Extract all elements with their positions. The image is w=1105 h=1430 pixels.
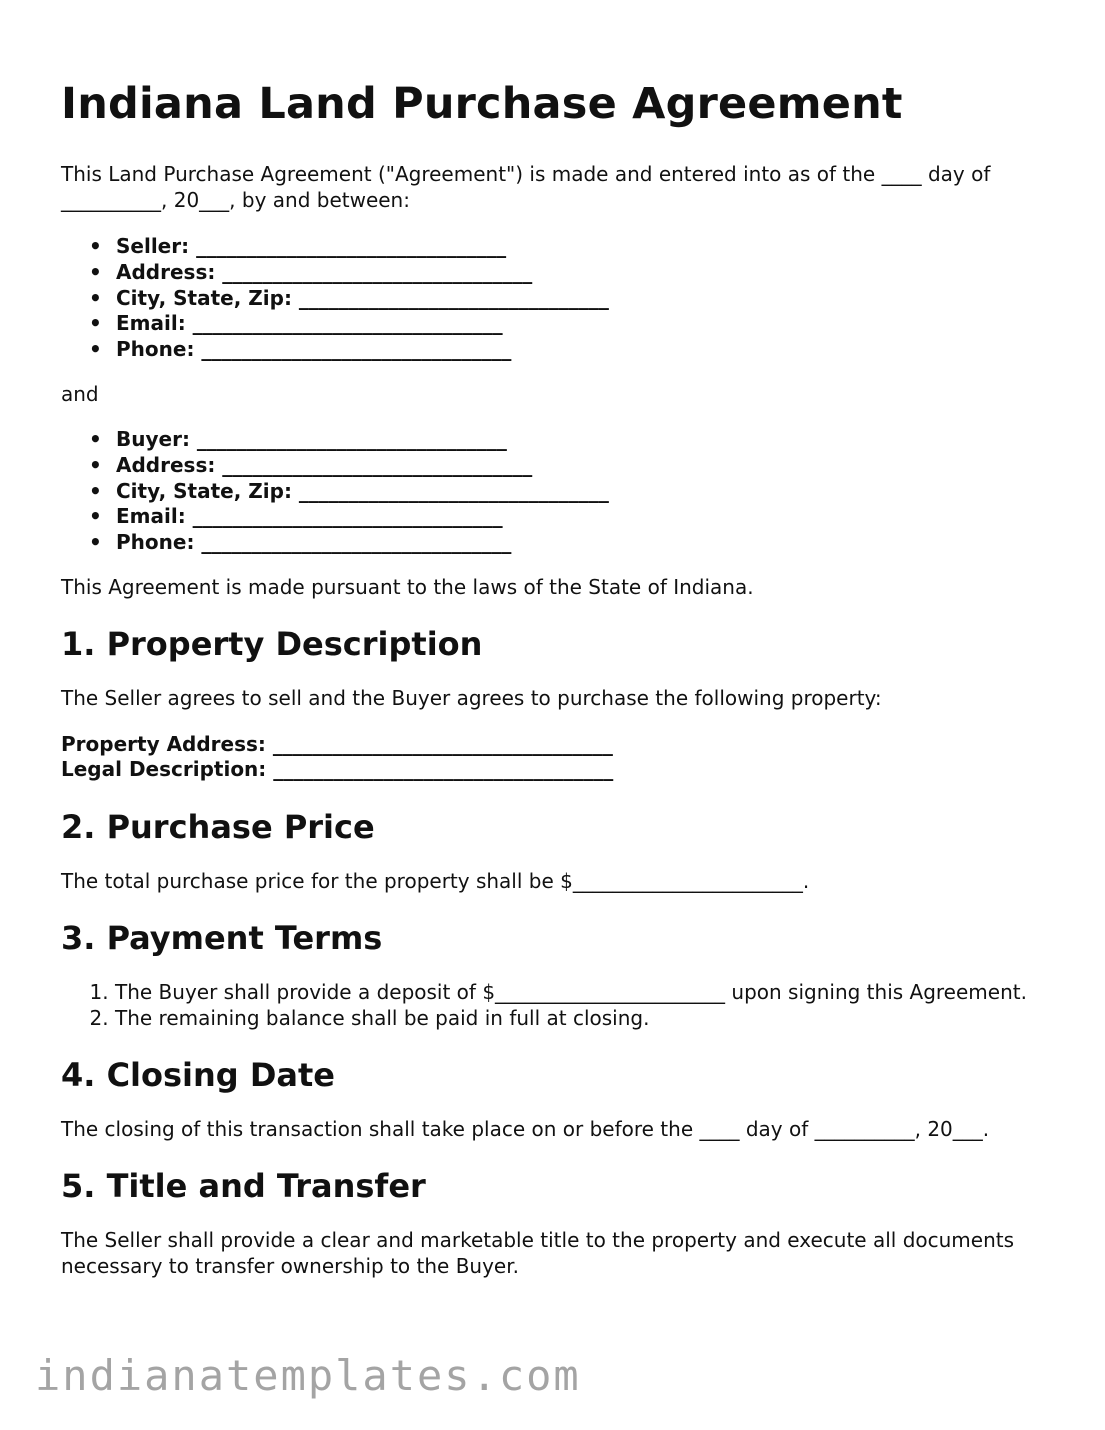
seller-city-state-zip-field: • City, State, Zip: _______________________________ [116, 286, 1051, 312]
payment-terms-list [61, 979, 1051, 1031]
seller-info-list [61, 234, 1051, 363]
governing-law-paragraph: This Agreement is made pursuant to the laws of the State of Indiana. [61, 574, 754, 599]
document-page [61, 78, 1051, 1300]
legal-description-field: Legal Description: __________________________________ [61, 757, 614, 782]
purchase-price-text: The total purchase price for the property shall be $_______________________. [61, 868, 810, 893]
buyer-address-field: • Address: _______________________________ [116, 453, 1051, 479]
payment-term-deposit: 1. The Buyer shall provide a deposit of $_______________________ upon signing this Agreement. [115, 979, 1051, 1005]
closing-date-text: The closing of this transaction shall take place on or before the ____ day of __________, 20___. [61, 1116, 990, 1141]
buyer-phone-field: • Phone: _______________________________ [116, 530, 1051, 556]
seller-email-field: • Email: _______________________________ [116, 311, 1051, 337]
purchase-price-heading: 2. Purchase Price [61, 807, 375, 846]
and-connector: and [61, 381, 99, 406]
seller-address-field: • Address: _______________________________ [116, 260, 1051, 286]
property-description-heading: 1. Property Description [61, 624, 483, 663]
site-watermark: indianatemplates.com [35, 1351, 581, 1400]
seller-name-field: • Seller: _______________________________ [116, 234, 1051, 260]
closing-date-heading: 4. Closing Date [61, 1055, 335, 1094]
title-transfer-heading: 5. Title and Transfer [61, 1166, 426, 1205]
property-description-text: The Seller agrees to sell and the Buyer agrees to purchase the following property: [61, 685, 882, 710]
property-fields [61, 732, 1051, 783]
buyer-info-list [61, 427, 1051, 556]
payment-terms-heading: 3. Payment Terms [61, 918, 383, 957]
seller-phone-field: • Phone: _______________________________ [116, 337, 1051, 363]
buyer-name-field: • Buyer: _______________________________ [116, 427, 1051, 453]
title-transfer-text: The Seller shall provide a clear and marketable title to the property and execute all documents necessary to transfer ownership to the Buyer. [61, 1227, 1015, 1278]
buyer-city-state-zip-field: • City, State, Zip: _______________________________ [116, 479, 1051, 505]
intro-paragraph: This Land Purchase Agreement ("Agreement") is made and entered into as of the ____ day of __________, 20___, by and between: [61, 162, 991, 212]
payment-term-balance: 2. The remaining balance shall be paid in full at closing. [115, 1005, 1051, 1031]
document-title: Indiana Land Purchase Agreement [61, 79, 903, 129]
property-address-field: Property Address: __________________________________ [61, 731, 613, 756]
buyer-email-field: • Email: _______________________________ [116, 504, 1051, 530]
